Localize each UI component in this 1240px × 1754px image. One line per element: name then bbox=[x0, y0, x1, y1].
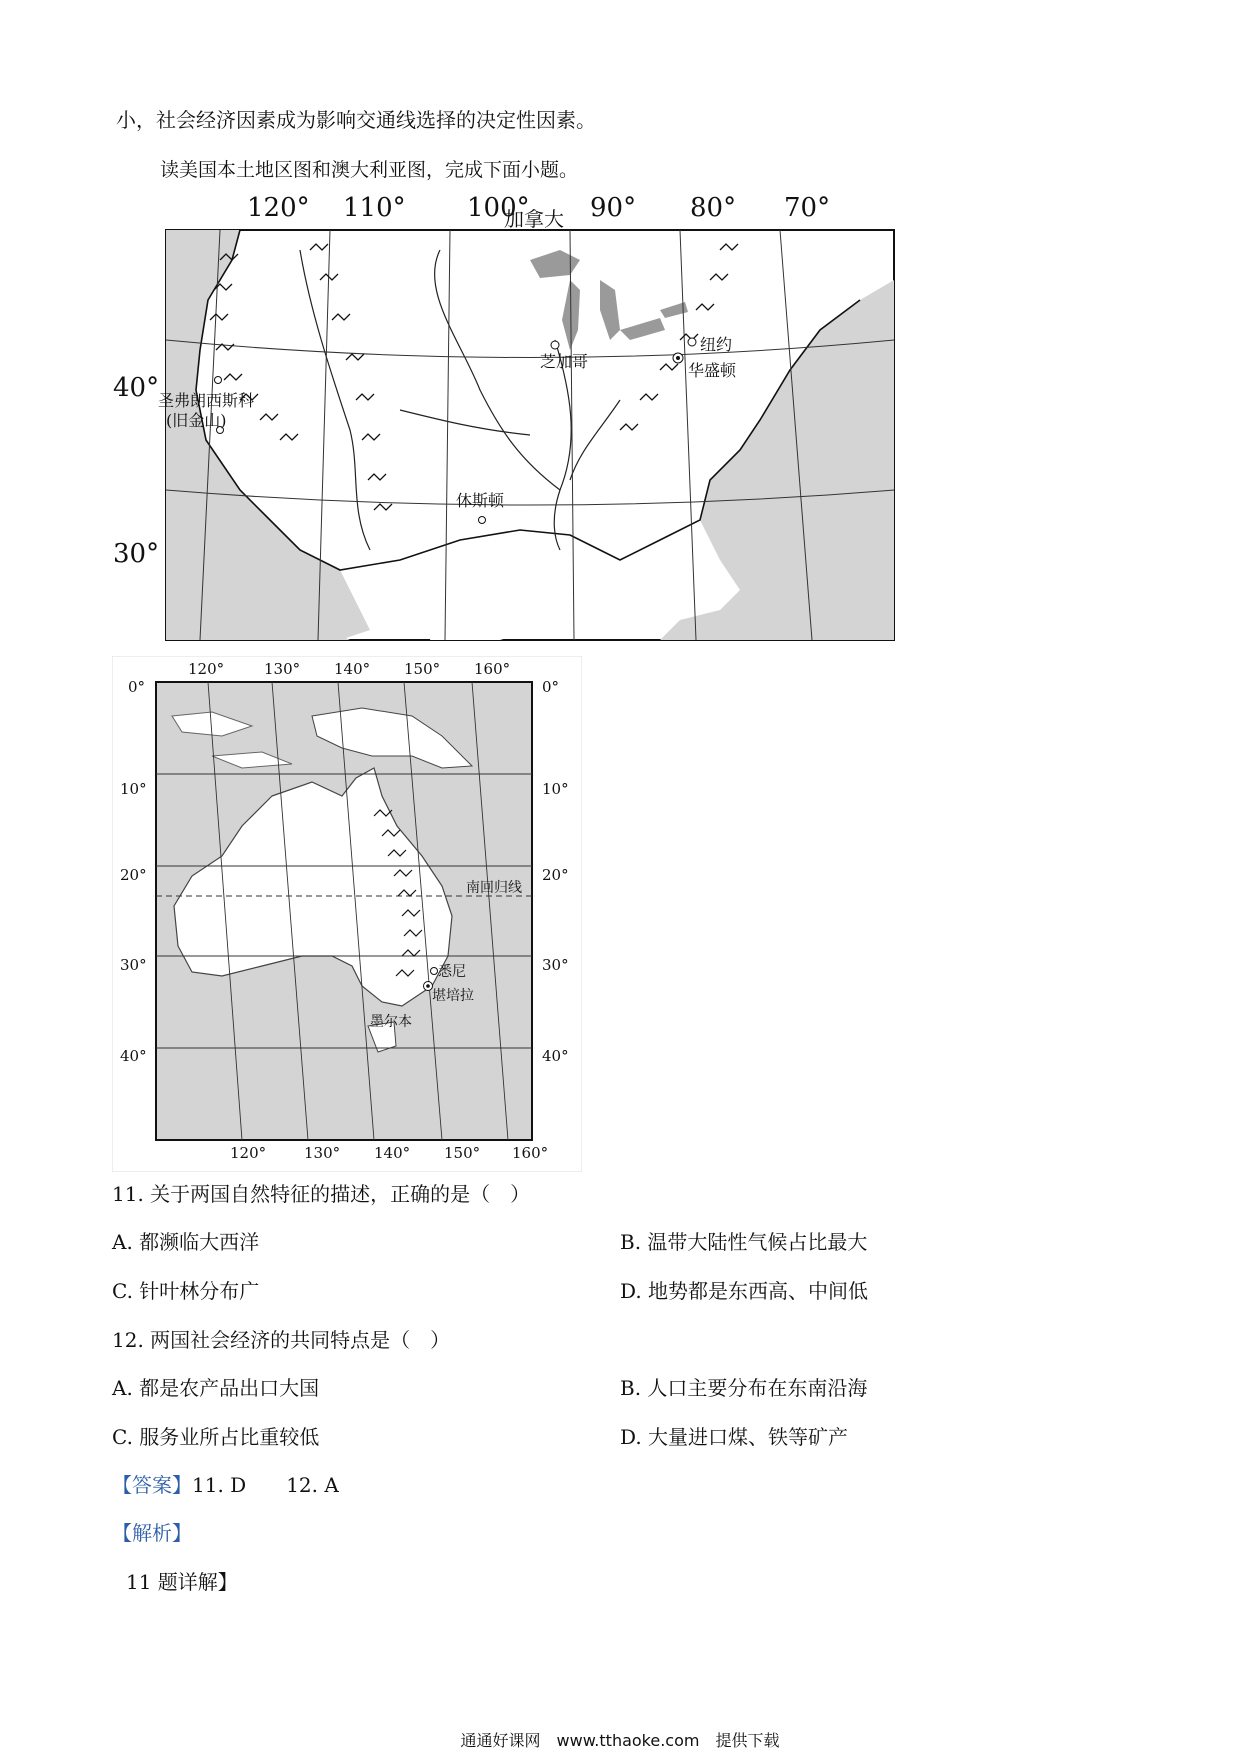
place-canada: 加拿大 bbox=[504, 207, 564, 231]
aus-lon-label-top: 130° bbox=[264, 660, 301, 678]
aus-lat-label-left: 20° bbox=[120, 866, 147, 884]
aus-lon-label-top: 120° bbox=[188, 660, 225, 678]
question-11-option-c: C. 针叶林分布广 bbox=[112, 1279, 260, 1303]
analysis-tag: 【解析】 bbox=[112, 1521, 192, 1545]
aus-lat-label-left: 10° bbox=[120, 780, 147, 798]
aus-lat-label-right: 10° bbox=[542, 780, 569, 798]
usa-lon-label: 70° bbox=[784, 193, 831, 223]
aus-lon-label-bottom: 120° bbox=[230, 1144, 267, 1162]
question-12-option-c: C. 服务业所占比重较低 bbox=[112, 1425, 320, 1449]
usa-lat-label: 40° bbox=[113, 373, 160, 403]
question-11-option-a: A. 都濒临大西洋 bbox=[112, 1230, 260, 1254]
aus-lat-label-left: 30° bbox=[120, 956, 147, 974]
answer-text: 11. D 12. A bbox=[192, 1473, 339, 1497]
place-sanfrancisco-alt: (旧金山) bbox=[166, 411, 227, 430]
question-11-option-d: D. 地势都是东西高、中间低 bbox=[620, 1279, 869, 1303]
question-12-option-d: D. 大量进口煤、铁等矿产 bbox=[620, 1425, 849, 1449]
footer: 通通好课网 www.tthaoke.com 提供下载 bbox=[460, 1731, 780, 1750]
place-newyork: 纽约 bbox=[700, 335, 733, 354]
australia-map bbox=[112, 656, 582, 1172]
place-melbourne: 墨尔本 bbox=[370, 1014, 412, 1030]
place-canberra: 堪培拉 bbox=[432, 988, 474, 1004]
aus-lat-label-left: 0° bbox=[128, 678, 146, 696]
aus-lon-label-top: 160° bbox=[474, 660, 511, 678]
question-prompt: 读美国本土地区图和澳大利亚图，完成下面小题。 bbox=[160, 159, 579, 181]
aus-lat-label-right: 20° bbox=[542, 866, 569, 884]
answer-tag: 【答案】 bbox=[112, 1473, 192, 1497]
usa-lon-label: 120° bbox=[247, 193, 310, 223]
question-12-option-b: B. 人口主要分布在东南沿海 bbox=[620, 1376, 868, 1400]
question-11-stem: 11. 关于两国自然特征的描述，正确的是（ ） bbox=[112, 1182, 531, 1206]
place-chicago: 芝加哥 bbox=[540, 352, 589, 371]
aus-lon-label-bottom: 140° bbox=[374, 1144, 411, 1162]
aus-lon-label-top: 150° bbox=[404, 660, 441, 678]
place-houston: 休斯顿 bbox=[456, 491, 505, 510]
aus-lat-label-left: 40° bbox=[120, 1047, 147, 1065]
place-washington: 华盛顿 bbox=[688, 361, 737, 380]
answer-line bbox=[112, 1473, 339, 1497]
place-sydney: 悉尼 bbox=[438, 964, 466, 980]
aus-lat-label-right: 40° bbox=[542, 1047, 569, 1065]
usa-map bbox=[100, 190, 900, 650]
usa-lon-label: 110° bbox=[343, 193, 406, 223]
place-tropic: 南回归线 bbox=[466, 880, 522, 896]
question-12-option-a: A. 都是农产品出口大国 bbox=[112, 1376, 320, 1400]
aus-lon-label-bottom: 150° bbox=[444, 1144, 481, 1162]
detail-line: 11 题详解】 bbox=[126, 1570, 238, 1594]
question-12-stem: 12. 两国社会经济的共同特点是（ ） bbox=[112, 1328, 451, 1352]
usa-lon-label: 100° bbox=[467, 193, 530, 223]
aus-lon-label-bottom: 160° bbox=[512, 1144, 549, 1162]
usa-lon-label: 80° bbox=[690, 193, 737, 223]
aus-lat-label-right: 30° bbox=[542, 956, 569, 974]
aus-lon-label-bottom: 130° bbox=[304, 1144, 341, 1162]
place-sanfrancisco: 圣弗朗西斯科 bbox=[158, 391, 255, 410]
aus-lat-label-right: 0° bbox=[542, 678, 560, 696]
usa-lon-label: 90° bbox=[590, 193, 637, 223]
usa-lat-label: 30° bbox=[113, 539, 160, 569]
question-11-option-b: B. 温带大陆性气候占比最大 bbox=[620, 1230, 868, 1254]
intro-line: 小，社会经济因素成为影响交通线选择的决定性因素。 bbox=[116, 108, 596, 132]
aus-lon-label-top: 140° bbox=[334, 660, 371, 678]
